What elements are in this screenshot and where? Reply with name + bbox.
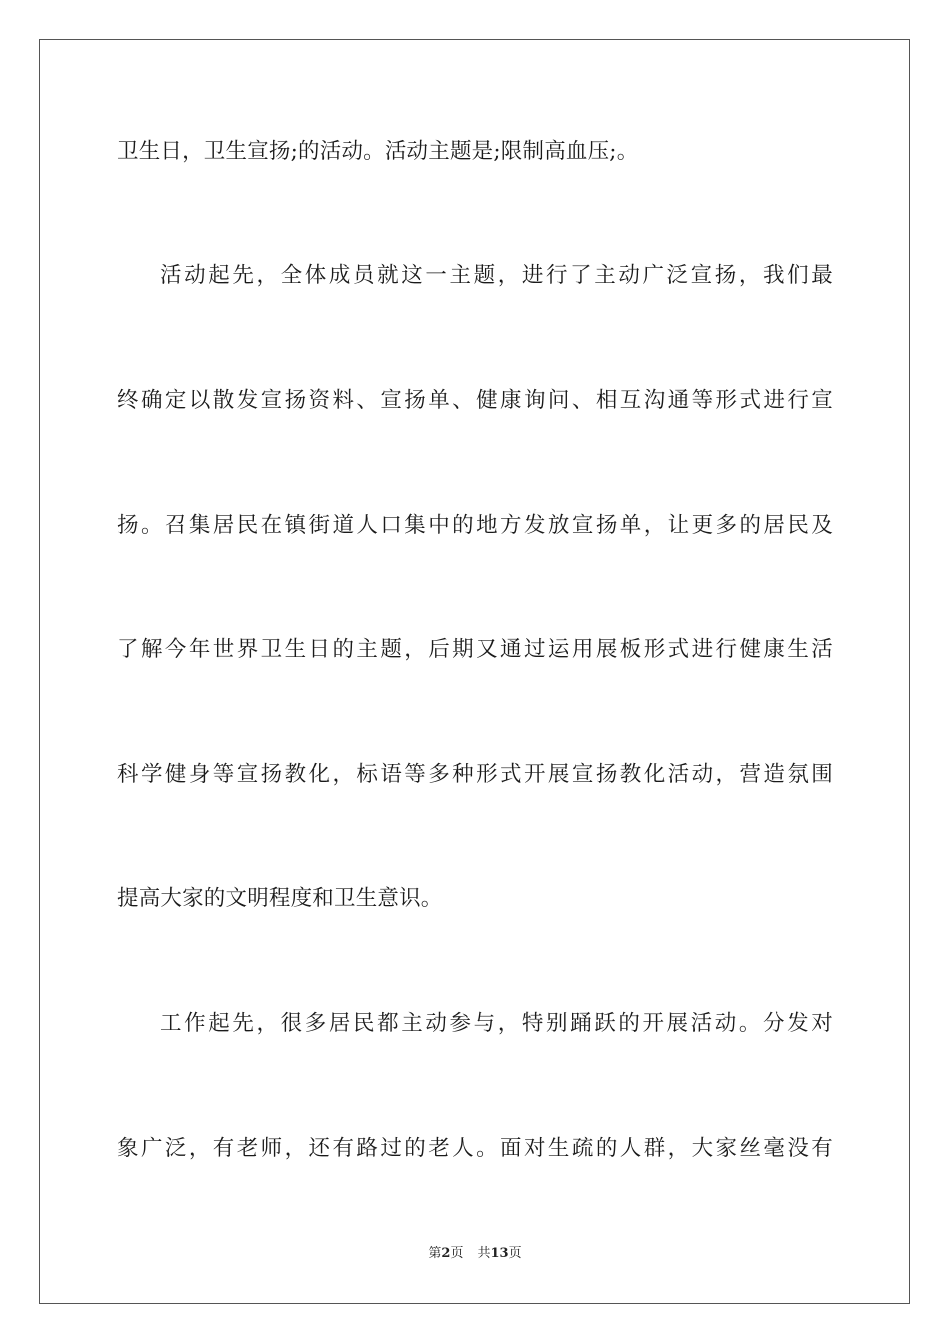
page-label-prefix: 第 — [428, 1246, 442, 1261]
current-page-number: 2 — [441, 1246, 451, 1261]
page-label-suffix: 页 — [450, 1246, 464, 1261]
page-border — [39, 39, 910, 1304]
text-line-4: 扬。召集居民在镇街道人口集中的地方发放宣扬单，让更多的居民及 — [117, 513, 833, 538]
total-label-suffix: 页 — [508, 1246, 522, 1261]
text-line-3: 终确定以散发宣扬资料、宣扬单、健康询问、相互沟通等形式进行宣 — [117, 388, 833, 413]
text-line-1: 卫生日，卫生宣扬;的活动。活动主题是;限制高血压;。 — [117, 139, 639, 164]
text-line-7: 提高大家的文明程度和卫生意识。 — [117, 886, 443, 911]
page-footer — [0, 1245, 950, 1263]
text-line-6: 科学健身等宣扬教化，标语等多种形式开展宣扬教化活动，营造氛围 — [117, 762, 833, 787]
total-label-prefix: 共 — [477, 1246, 491, 1261]
text-line-2-paragraph-start: 活动起先，全体成员就这一主题，进行了主动广泛宣扬，我们最 — [160, 263, 833, 288]
text-line-8-paragraph-start: 工作起先，很多居民都主动参与，特别踊跃的开展活动。分发对 — [160, 1011, 833, 1036]
text-line-9: 象广泛，有老师，还有路过的老人。面对生疏的人群，大家丝毫没有 — [117, 1136, 833, 1161]
text-line-5: 了解今年世界卫生日的主题，后期又通过运用展板形式进行健康生活 — [117, 637, 833, 662]
total-page-count: 13 — [490, 1246, 509, 1261]
